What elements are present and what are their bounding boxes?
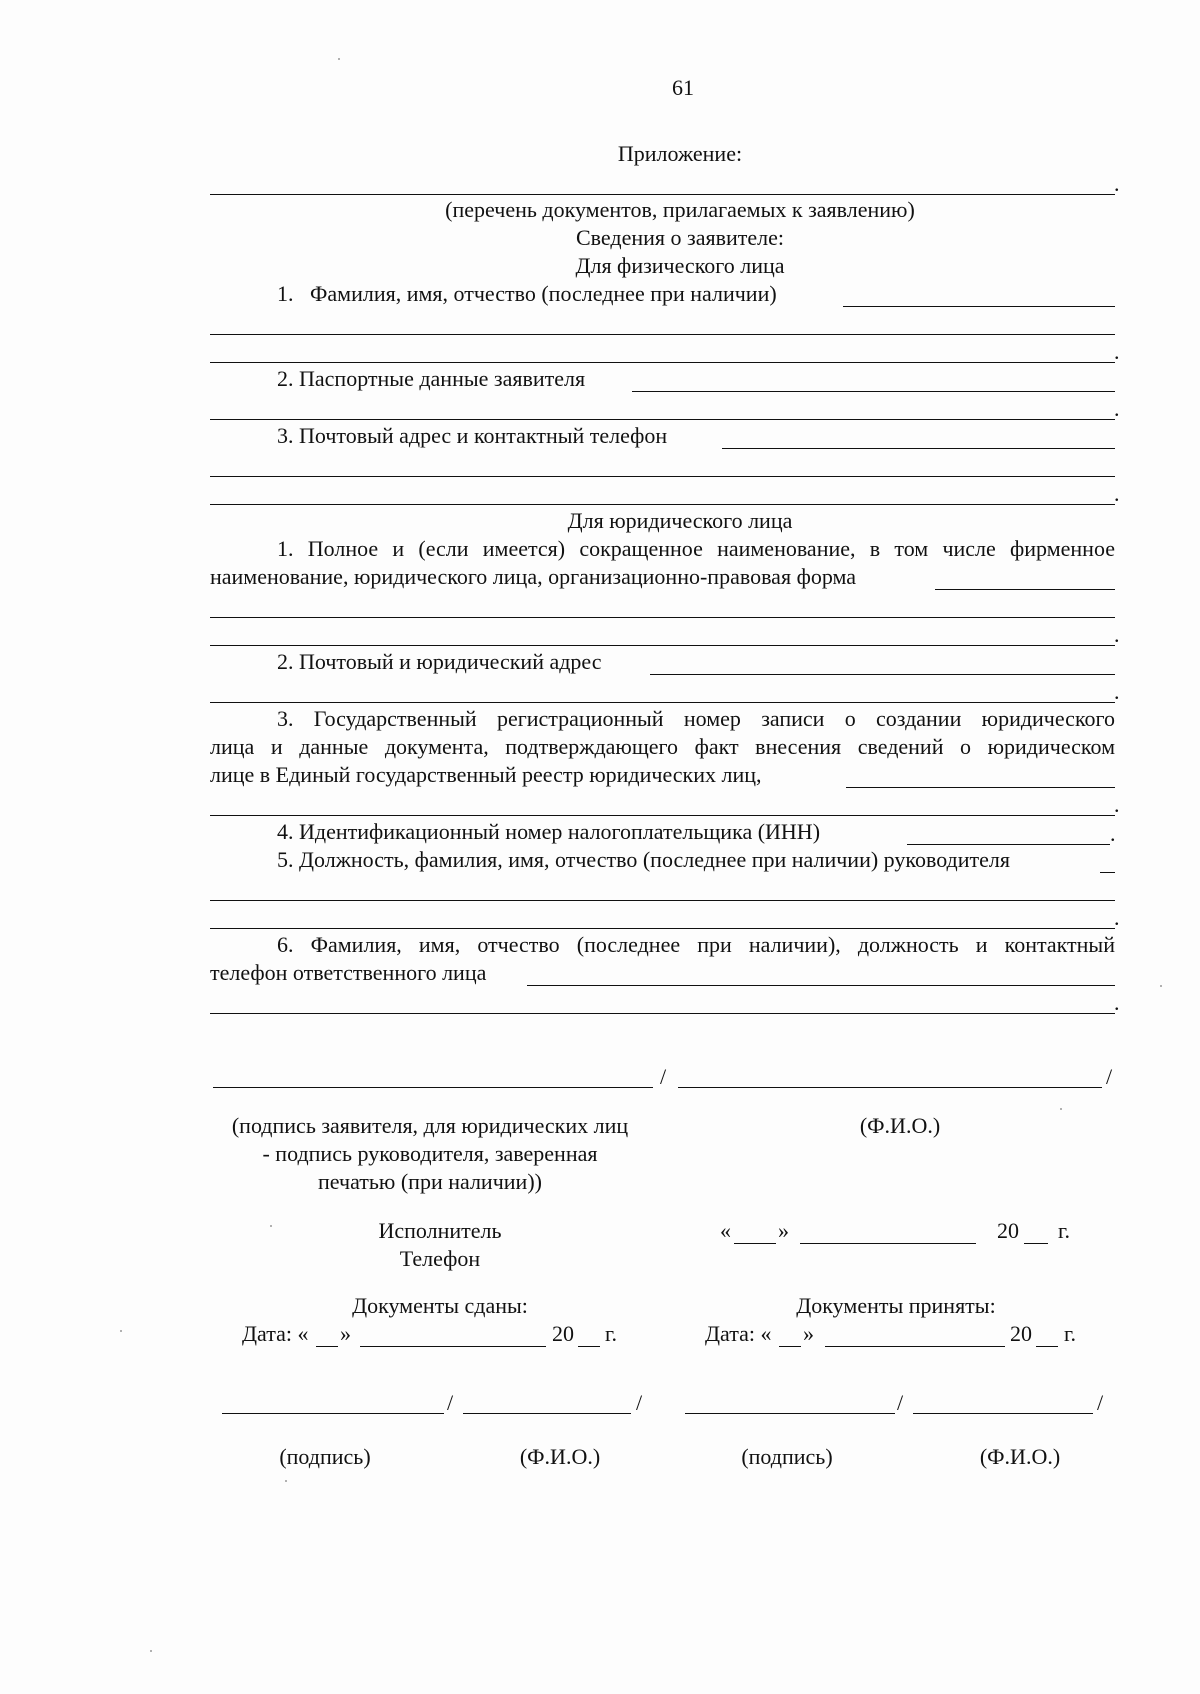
period-mark: . (1110, 821, 1116, 846)
legal-item-4-label: 4. Идентификационный номер налогоплательщика (ИНН) (277, 819, 821, 844)
postal-address-phone-field[interactable] (722, 448, 1115, 449)
page-number: 61 (672, 75, 694, 100)
submitted-day-field[interactable] (316, 1346, 338, 1347)
name-caption: (Ф.И.О.) (859, 1113, 941, 1138)
attachment-title: Приложение: (617, 141, 743, 166)
documents-accepted-heading: Документы приняты: (796, 1293, 996, 1318)
responsible-person-field[interactable] (527, 985, 1115, 986)
individual-item-3-label: 3. Почтовый адрес и контактный телефон (277, 423, 668, 448)
legal-item-5-label: 5. Должность, фамилия, имя, отчество (последнее при наличии) руководителя (277, 847, 1011, 872)
signature-caption-line-2: - подпись руководителя, заверенная (262, 1141, 598, 1166)
executor-label: Исполнитель (378, 1218, 502, 1243)
submitted-date-label: Дата: « (242, 1321, 309, 1346)
postal-address-phone-field-line-3[interactable] (210, 504, 1115, 505)
passport-data-field-line-2[interactable] (210, 419, 1115, 420)
applicant-signature-field[interactable] (213, 1087, 653, 1088)
attachment-blank-line[interactable] (210, 194, 1115, 195)
legal-address-field[interactable] (650, 674, 1115, 675)
legal-name-field-line-3[interactable] (210, 645, 1115, 646)
submitted-signature-caption: (подпись) (279, 1444, 371, 1469)
signature-caption-line-3: печатью (при наличии)) (318, 1169, 542, 1194)
director-field-line-2[interactable] (210, 900, 1115, 901)
scan-speck (1160, 985, 1162, 987)
accepted-year-prefix: 20 (1010, 1321, 1032, 1346)
individual-item-2-label: 2. Паспортные данные заявителя (277, 366, 586, 391)
legal-item-3-line-2: лица и данные документа, подтверждающего факт внесения сведений о юридическом (210, 734, 1115, 759)
scan-speck (285, 1480, 287, 1482)
scan-speck (150, 1650, 152, 1652)
accepted-day-field[interactable] (779, 1346, 801, 1347)
director-field-line-3[interactable] (210, 928, 1115, 929)
legal-item-3-line-1: 3. Государственный регистрационный номер записи о создании юридического (277, 706, 1115, 731)
period-mark: . (1114, 339, 1120, 364)
legal-name-field-line-2[interactable] (210, 617, 1115, 618)
accepted-year-field[interactable] (1036, 1346, 1058, 1347)
individual-name-field[interactable] (843, 306, 1115, 307)
submitted-name-field[interactable] (463, 1413, 631, 1414)
period-mark: . (1114, 396, 1120, 421)
executor-year-suffix: г. (1058, 1218, 1071, 1243)
period-mark: . (1114, 622, 1120, 647)
period-mark: . (1114, 792, 1120, 817)
scan-speck (270, 1225, 272, 1227)
accepted-signature-caption: (подпись) (741, 1444, 833, 1469)
submitted-year-field[interactable] (578, 1346, 600, 1347)
documents-submitted-heading: Документы сданы: (352, 1293, 528, 1318)
executor-date-close-quote: » (778, 1218, 789, 1243)
applicant-name-field[interactable] (678, 1087, 1102, 1088)
legal-item-6-line-1: 6. Фамилия, имя, отчество (последнее при наличии), должность и контактный (277, 932, 1115, 957)
period-mark: . (1114, 905, 1120, 930)
signature-slash: / (1106, 1064, 1113, 1089)
legal-item-2-label: 2. Почтовый и юридический адрес (277, 649, 602, 674)
passport-data-field[interactable] (632, 391, 1115, 392)
inn-field[interactable] (907, 844, 1110, 845)
accepted-signature-field[interactable] (685, 1413, 895, 1414)
individual-item-1-label: 1. Фамилия, имя, отчество (последнее при наличии) (277, 281, 777, 306)
signature-slash: / (1097, 1390, 1104, 1415)
period-mark: . (1114, 171, 1120, 196)
signature-caption-line-1: (подпись заявителя, для юридических лиц (231, 1113, 629, 1138)
signature-slash: / (447, 1390, 454, 1415)
executor-day-field[interactable] (734, 1243, 776, 1244)
period-mark: . (1114, 481, 1120, 506)
postal-address-phone-field-line-2[interactable] (210, 476, 1115, 477)
legal-item-6-line-2: телефон ответственного лица (210, 960, 487, 985)
executor-month-field[interactable] (800, 1243, 976, 1244)
legal-item-3-line-3: лице в Единый государственный реестр юридических лиц, (210, 762, 762, 787)
submitted-date-close-quote: » (340, 1321, 351, 1346)
period-mark: . (1114, 990, 1120, 1015)
registration-number-field[interactable] (846, 787, 1115, 788)
attachment-caption: (перечень документов, прилагаемых к заявлению) (445, 197, 915, 222)
submitted-name-caption: (Ф.И.О.) (519, 1444, 601, 1469)
scan-speck (338, 58, 340, 60)
responsible-person-field-line-2[interactable] (210, 1013, 1115, 1014)
accepted-date-label: Дата: « (705, 1321, 772, 1346)
submitted-month-field[interactable] (360, 1346, 546, 1347)
signature-slash: / (660, 1064, 667, 1089)
accepted-name-field[interactable] (913, 1413, 1093, 1414)
signature-slash: / (636, 1390, 643, 1415)
period-mark: . (1114, 679, 1120, 704)
legal-address-field-line-2[interactable] (210, 702, 1115, 703)
scan-speck (120, 1330, 122, 1332)
submitted-year-prefix: 20 (552, 1321, 574, 1346)
registration-number-field-line-2[interactable] (210, 815, 1115, 816)
individual-heading: Для физического лица (575, 253, 785, 278)
accepted-name-caption: (Ф.И.О.) (979, 1444, 1061, 1469)
executor-date-open-quote: « (720, 1218, 731, 1243)
accepted-month-field[interactable] (825, 1346, 1005, 1347)
executor-year-prefix: 20 (997, 1218, 1019, 1243)
submitted-signature-field[interactable] (222, 1413, 444, 1414)
individual-name-field-line-3[interactable] (210, 362, 1115, 363)
legal-item-1-line-2: наименование, юридического лица, организационно-правовая форма (210, 564, 857, 589)
scan-speck (1060, 1108, 1062, 1110)
individual-name-field-line-2[interactable] (210, 334, 1115, 335)
accepted-date-close-quote: » (803, 1321, 814, 1346)
legal-name-field[interactable] (935, 589, 1115, 590)
accepted-year-suffix: г. (1064, 1321, 1077, 1346)
signature-slash: / (897, 1390, 904, 1415)
legal-heading: Для юридического лица (567, 508, 793, 533)
legal-item-1-line-1: 1. Полное и (если имеется) сокращенное наименование, в том числе фирменное (277, 536, 1115, 561)
executor-year-field[interactable] (1024, 1243, 1048, 1244)
executor-phone-label: Телефон (399, 1246, 481, 1271)
submitted-year-suffix: г. (605, 1321, 618, 1346)
applicant-heading: Сведения о заявителе: (575, 225, 784, 250)
director-field[interactable] (1100, 872, 1115, 873)
